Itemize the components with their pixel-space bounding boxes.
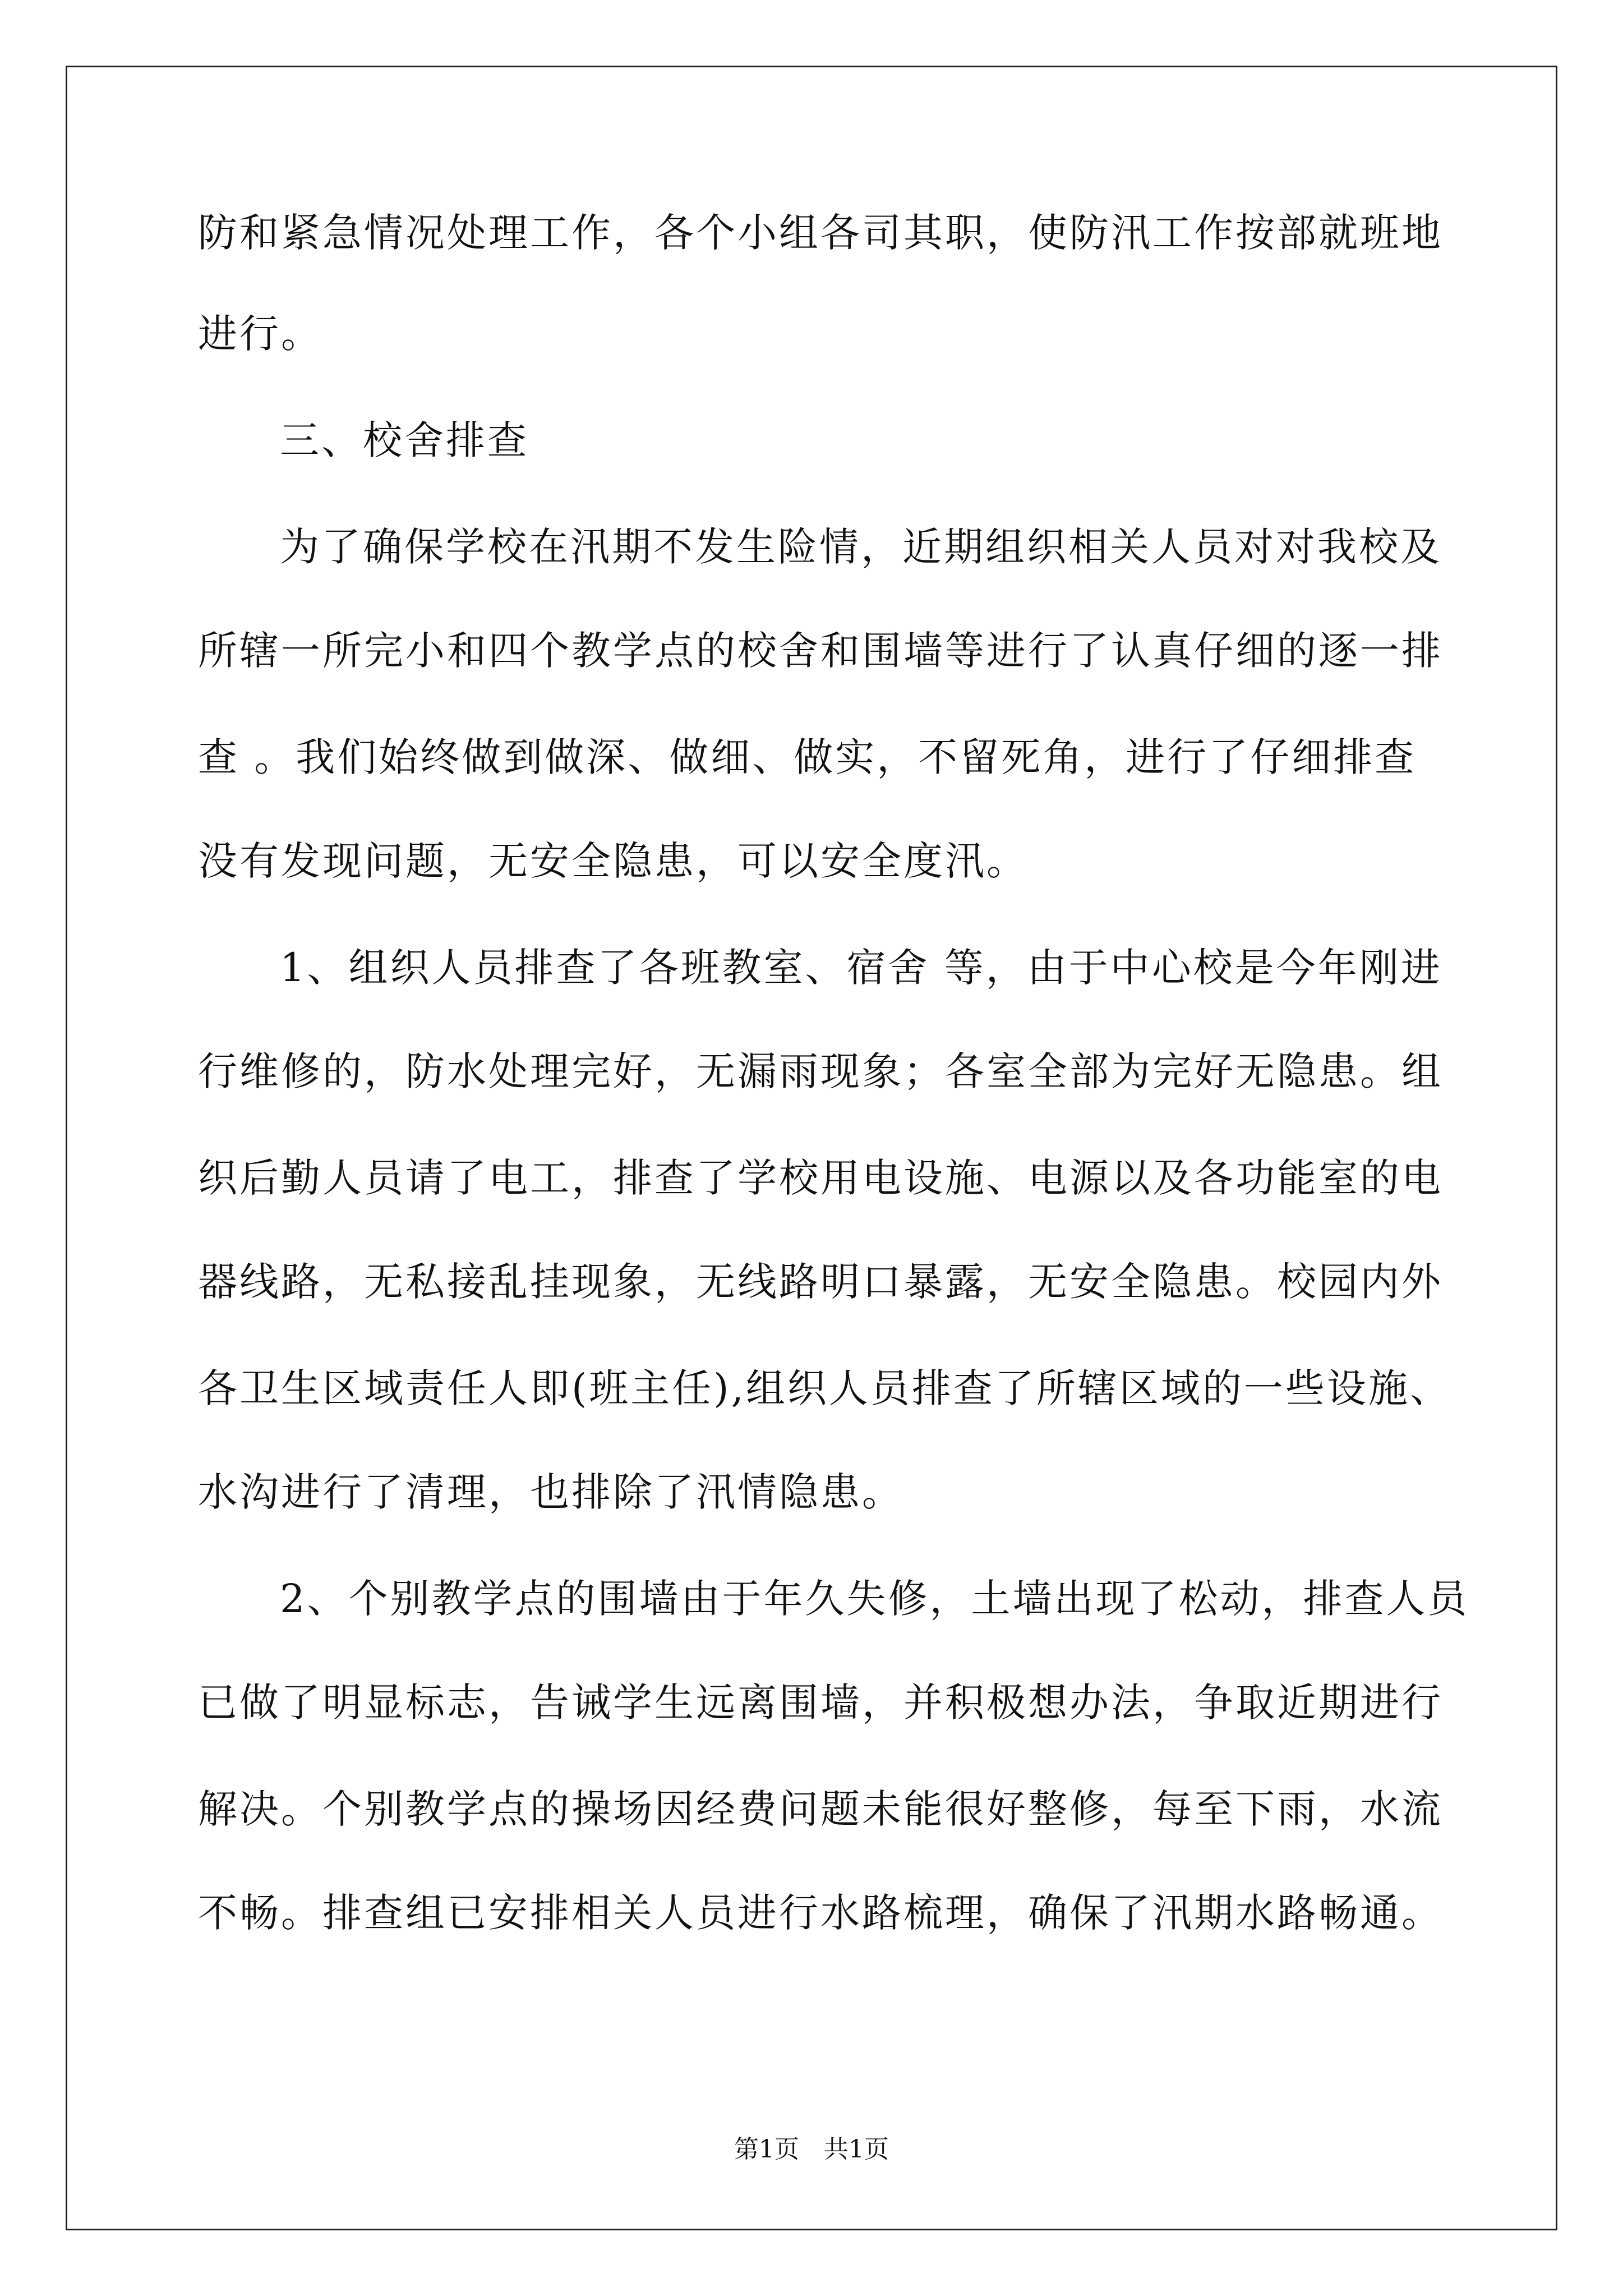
- text-line-17: 不畅。排查组已安排相关人员进行水路梳理，确保了汛期水路畅通。: [198, 1890, 1443, 1936]
- text-line-15: 已做了明显标志，告诫学生远离围墙，并积极想办法，争取近期进行: [198, 1680, 1443, 1726]
- text-line-16: 解决。个别教学点的操场因经费问题未能很好整修，每至下雨，水流: [198, 1786, 1443, 1832]
- text-line-6: 查 。我们始终做到做深、做细、做实，不留死角，进行了仔细排查: [198, 734, 1417, 780]
- text-line-14: 2、个别教学点的围墙由于年久失修，土墙出现了松动，排查人员: [280, 1576, 1469, 1622]
- text-line-7: 没有发现问题，无安全隐患，可以安全度汛。: [198, 838, 1028, 884]
- text-line-9: 行维修的，防水处理完好，无漏雨现象；各室全部为完好无隐患。组: [198, 1048, 1443, 1094]
- text-line-8: 1、组织人员排查了各班教室、宿舍 等，由于中心校是今年刚进: [280, 945, 1442, 991]
- text-line-13: 水沟进行了清理，也排除了汛情隐患。: [198, 1469, 903, 1515]
- text-line-1: 防和紧急情况处理工作，各个小组各司其职，使防汛工作按部就班地: [198, 210, 1443, 256]
- page-number-footer: 第1页 共1页: [734, 2135, 889, 2164]
- text-line-11: 器线路，无私接乱挂现象，无线路明口暴露，无安全隐患。校园内外: [198, 1259, 1443, 1305]
- text-line-12: 各卫生区域责任人即(班主任),组织人员排查了所辖区域的一些设施、: [198, 1365, 1451, 1411]
- text-line-5: 所辖一所完小和四个教学点的校舍和围墙等进行了认真仔细的逐一排: [198, 628, 1443, 674]
- text-line-10: 织后勤人员请了电工，排查了学校用电设施、电源以及各功能室的电: [198, 1155, 1443, 1201]
- text-line-2: 进行。: [198, 311, 322, 357]
- text-line-4: 为了确保学校在汛期不发生险情，近期组织相关人员对对我校及: [280, 524, 1442, 570]
- section-heading: 三、校舍排查: [280, 417, 529, 463]
